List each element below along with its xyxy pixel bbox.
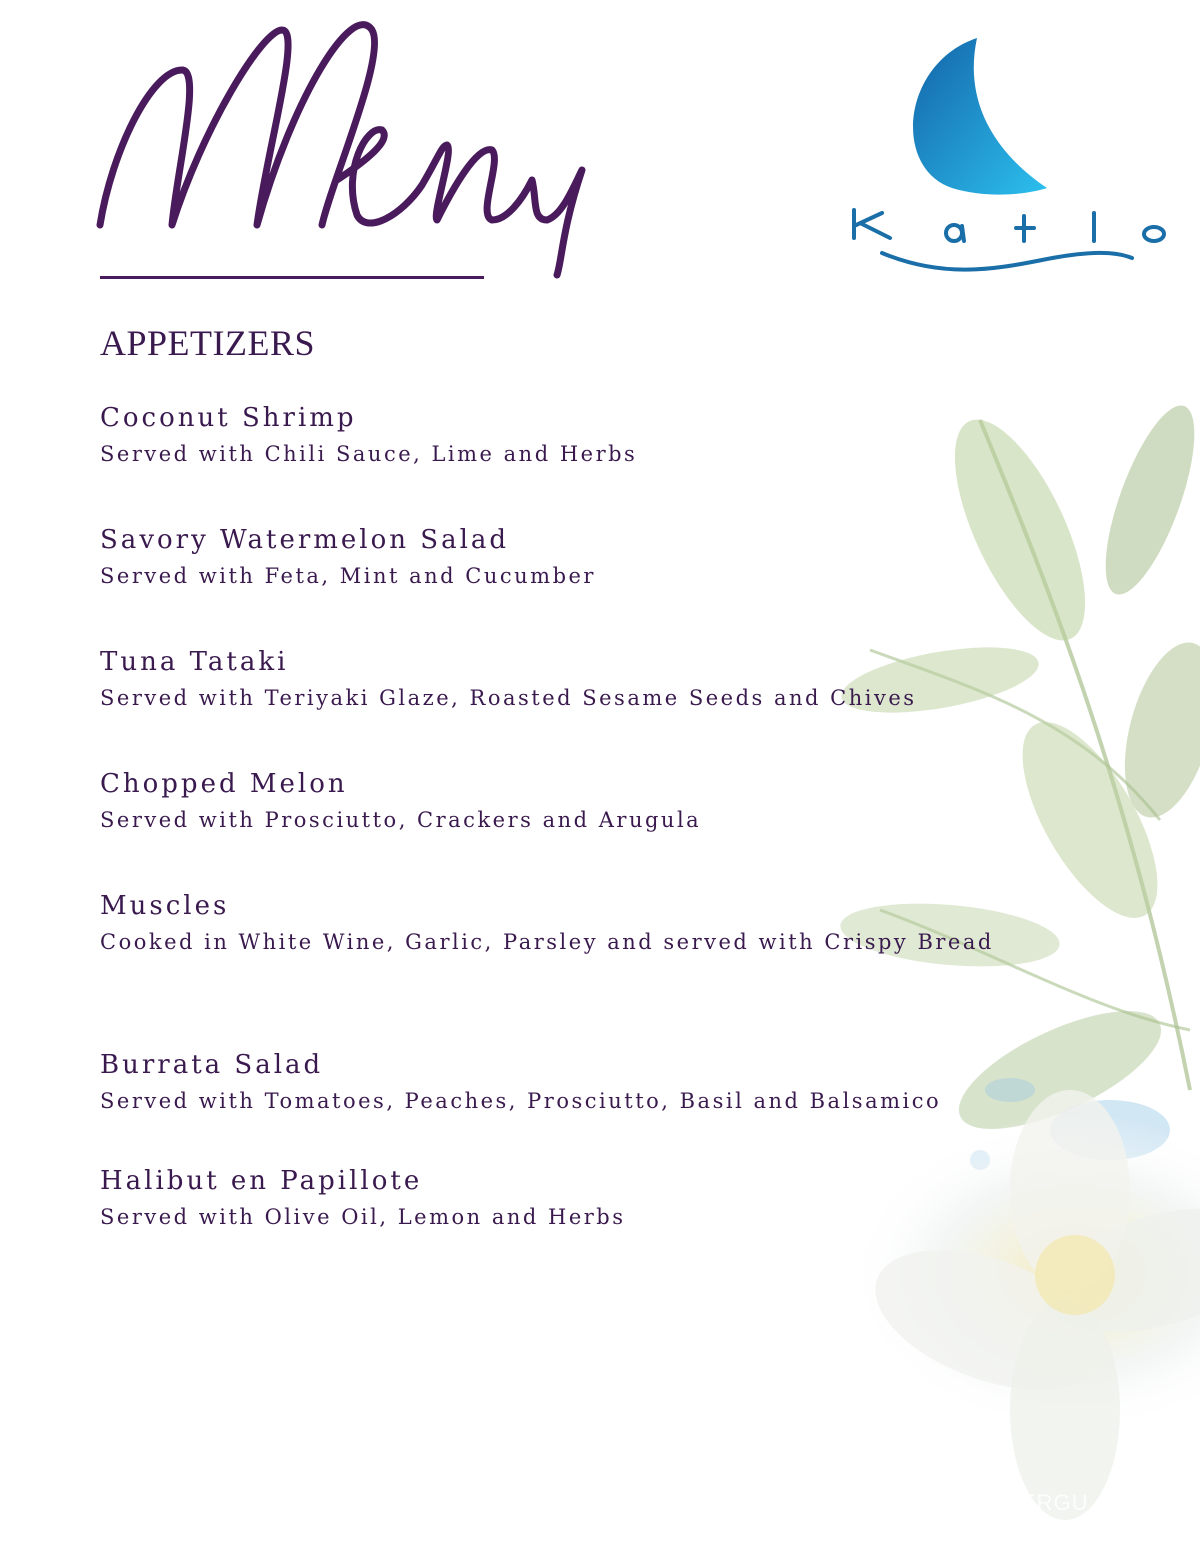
- dish-name: Burrata Salad: [100, 1050, 324, 1080]
- dish-name: Tuna Tataki: [100, 647, 289, 677]
- dish-name: Coconut Shrimp: [100, 403, 357, 433]
- list-item: [100, 400, 1080, 473]
- katlo-logo: [842, 38, 1172, 278]
- list-item: [100, 766, 1080, 839]
- dish-description: Served with Tomatoes, Peaches, Prosciutto, Basil and Balsamico: [100, 1089, 942, 1113]
- dish-description: Served with Prosciutto, Crackers and Arugula: [100, 808, 702, 832]
- list-item: [100, 522, 1080, 595]
- dish-description: Cooked in White Wine, Garlic, Parsley and served with Crispy Bread: [100, 930, 994, 954]
- dish-description: Served with Teriyaki Glaze, Roasted Sesame Seeds and Chives: [100, 686, 917, 710]
- dish-name: Savory Watermelon Salad: [100, 525, 510, 555]
- list-item: [100, 644, 1080, 717]
- list-item: [100, 888, 1080, 961]
- title-underline: [100, 276, 484, 279]
- list-item: [100, 1047, 1080, 1120]
- dish-description: Served with Olive Oil, Lemon and Herbs: [100, 1205, 626, 1229]
- dish-name: Halibut en Papillote: [100, 1166, 423, 1196]
- watermark-text: RTERGU: [990, 1490, 1089, 1515]
- dish-name: Chopped Melon: [100, 769, 348, 799]
- section-title-appetizers: APPETIZERS: [100, 323, 316, 363]
- dish-description: Served with Feta, Mint and Cucumber: [100, 564, 596, 588]
- menu-title-script: [92, 10, 612, 280]
- dish-description: Served with Chili Sauce, Lime and Herbs: [100, 442, 638, 466]
- dish-name: Muscles: [100, 891, 230, 921]
- list-item: [100, 1163, 1080, 1236]
